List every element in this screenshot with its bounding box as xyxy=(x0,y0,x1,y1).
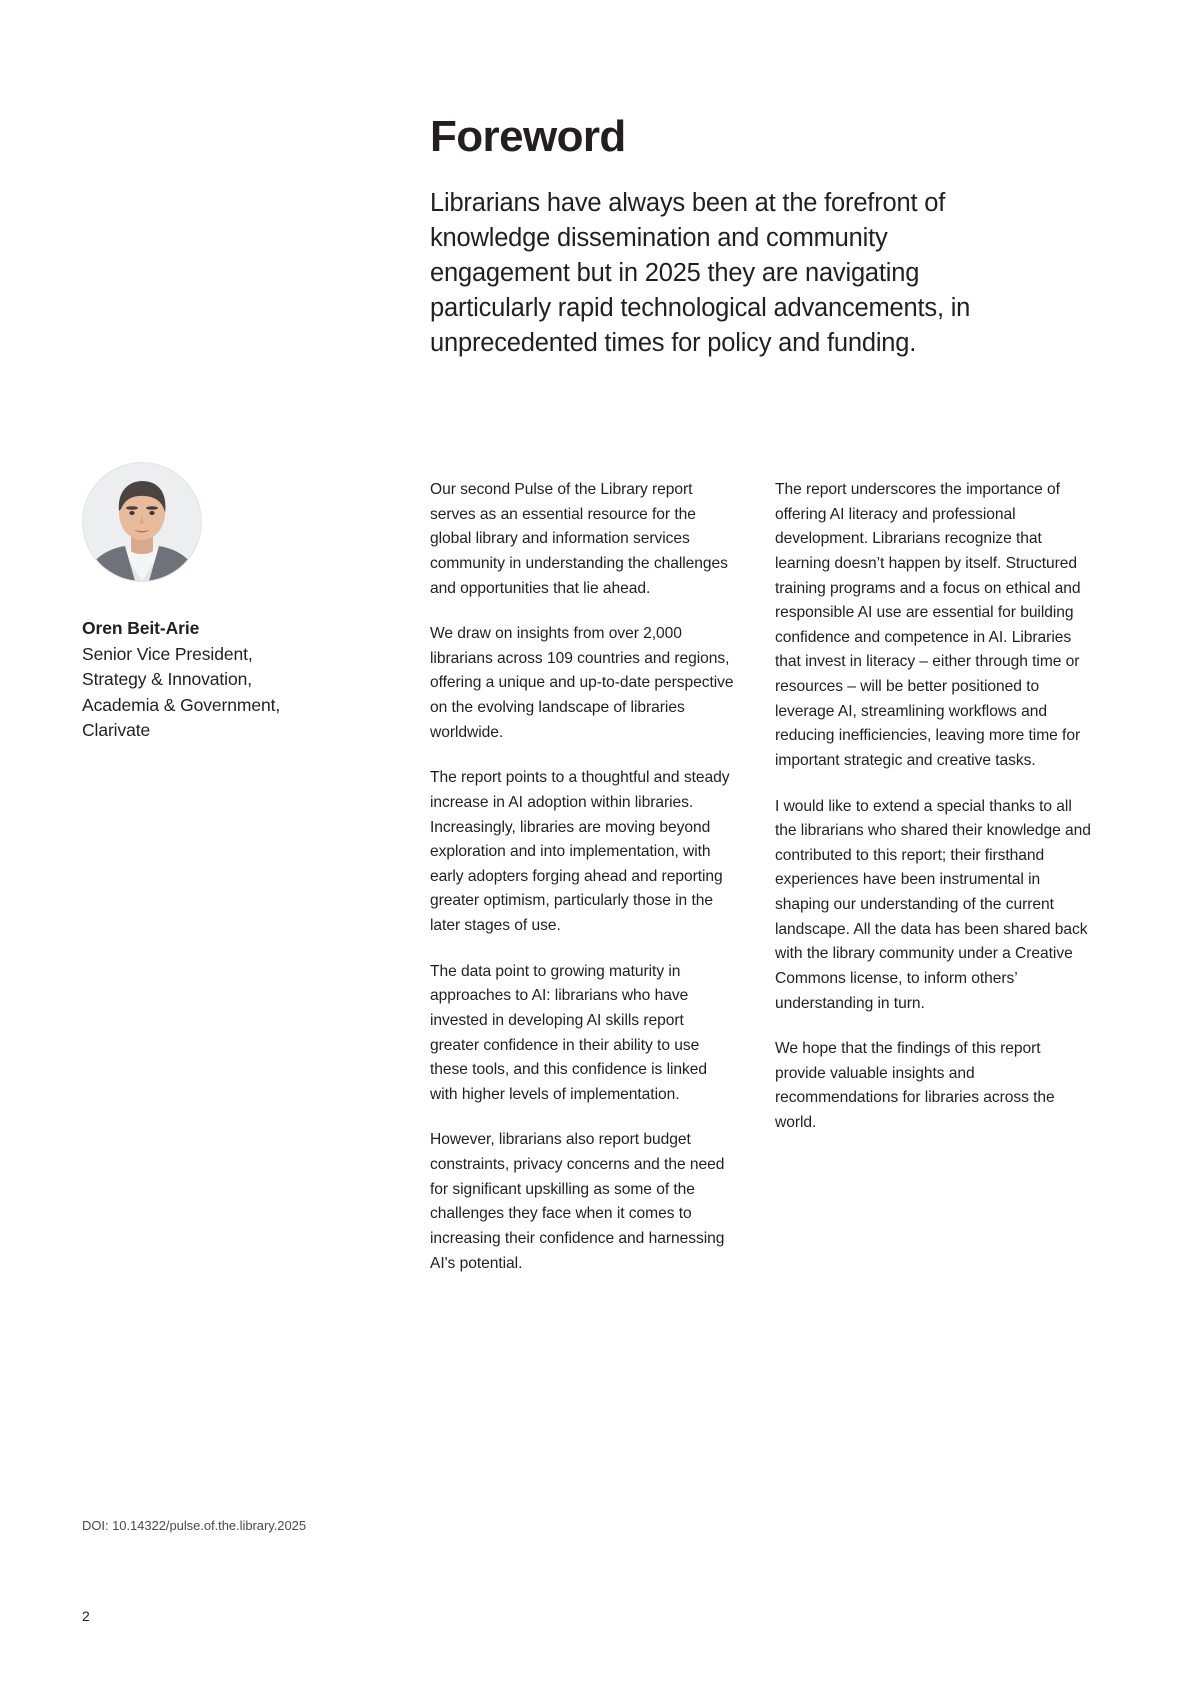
lede-paragraph: Librarians have always been at the forefront of knowledge dissemination and community engagement but in 2025 they are navigating particularly rapid technological advancements, in unprecedented times for policy and funding. xyxy=(430,189,971,357)
paragraph: However, librarians also report budget constraints, privacy concerns and the need for significant upskilling as some of the challenges they face when it comes to increasing their confidence and harnessing AI's potential. xyxy=(430,1131,725,1272)
paragraph: The report points to a thoughtful and steady increase in AI adoption within libraries. Increasingly, libraries are moving beyond exploration and into implementation, with early adopters forging ahead and reporting greater optimism, particularly those in the later stages of use. xyxy=(430,769,730,934)
author-role-line-3: Academia & Government, xyxy=(82,694,281,715)
author-role xyxy=(82,642,362,744)
portrait-photo-icon xyxy=(83,463,201,581)
author-role-line-2: Strategy & Innovation, xyxy=(82,669,252,690)
doi-text: DOI: 10.14322/pulse.of.the.library.2025 xyxy=(82,1518,307,1533)
page-number: 2 xyxy=(82,1608,90,1624)
author-name: Oren Beit-Arie xyxy=(82,618,200,638)
paragraph: We draw on insights from over 2,000 librarians across 109 countries and regions, offering a unique and up-to-date perspective on the evolving landscape of libraries worldwide. xyxy=(430,625,734,741)
author-role-line-1: Senior Vice President, xyxy=(82,644,253,664)
body-column-right xyxy=(775,478,1095,1136)
author-role-line-4: Clarivate xyxy=(82,720,151,741)
paragraph: I would like to extend a special thanks to all the librarians who shared their knowledge and contributed to this report; their firsthand experiences have been instrumental in shaping our understanding of the current landscape. All the data has been shared back with the library community under a Creative Commons license, to inform others’ understanding in turn. xyxy=(775,797,1091,1012)
paragraph: The report underscores the importance of offering AI literacy and professional development. Librarians recognize that learning doesn’t happen by itself. Structured training programs and a focus on ethical and responsible AI use are essential for building confidence and competence in AI. Libraries that invest in literacy – either through time or resources – will be better positioned to leverage AI, streamlining workflows and reducing inefficiencies, leaving more time for important strategic and creative tasks. xyxy=(775,481,1081,769)
paragraph: We hope that the findings of this report provide valuable insights and recommendations for libraries across the world. xyxy=(775,1040,1055,1131)
paragraph: Our second Pulse of the Library report serves as an essential resource for the global library and information services community in understanding the challenges and opportunities that lie ahead. xyxy=(430,481,728,597)
body-column-left xyxy=(430,478,736,1276)
author-block xyxy=(82,462,362,744)
avatar xyxy=(82,462,202,582)
paragraph: The data point to growing maturity in approaches to AI: librarians who have invested in developing AI skills report greater confidence in their ability to use these tools, and this confidence is linked with higher levels of implementation. xyxy=(430,962,708,1103)
page-title: Foreword xyxy=(430,112,626,162)
